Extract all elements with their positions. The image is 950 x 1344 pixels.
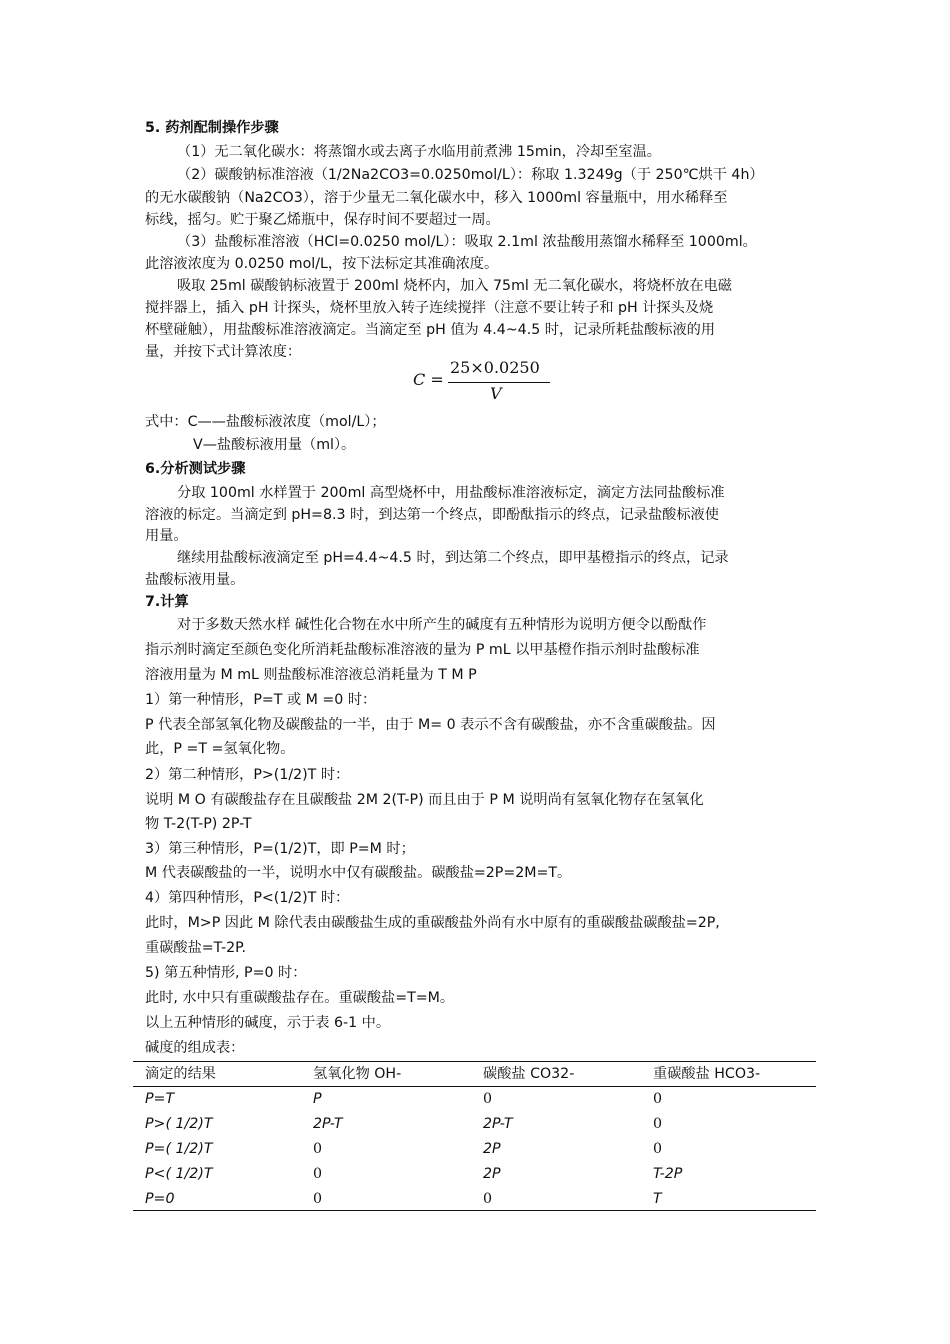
s5-item-1: （1）无二氧化碳水：将蒸馏水或去离子水临用前煮沸 15min，冷却至室温。 [177,144,661,160]
table-cell: 0 [313,1191,323,1207]
case-2-line-2: 物 T-2(T-P) 2P-T [145,816,252,832]
concentration-formula [410,356,550,404]
summary-line: 以上五种情形的碱度，示于表 6-1 中。 [145,1015,391,1031]
s6-p2-line-1: 继续用盐酸标液滴定至 pH=4.4~4.5 时，到达第二个终点，即甲基橙指示的终点，记录 [177,550,729,566]
case-1-line-2: 此，P =T =氢氧化物。 [145,741,295,757]
case-4-heading: 4）第四种情形，P<(1/2)T 时： [145,890,350,906]
case-2-heading: 2）第二种情形，P>(1/2)T 时： [145,767,350,783]
s5-para-line-4: 量，并按下式计算浓度： [145,344,302,360]
case-4-line-1: 此时，M>P 因此 M 除代表由碳酸盐生成的重碳酸盐外尚有水中原有的重碳酸盐碳酸盐=2P, [145,915,720,931]
case-3-heading: 3）第三种情形，P=(1/2)T，即 P=M 时； [145,841,415,857]
s5-where-line-2: V—盐酸标液用量（ml）。 [193,437,356,453]
table-header-rule [133,1086,816,1087]
table-caption: 碱度的组成表： [145,1040,245,1056]
section-5-title: 5. 药剂配制操作步骤 [145,120,279,136]
table-cell: 0 [483,1191,493,1207]
s5-item-3-line-2: 此溶液浓度为 0.0250 mol/L，按下法标定其准确浓度。 [145,256,499,272]
table-cell: 0 [653,1091,663,1107]
table-top-rule [133,1061,816,1062]
table-cell: P<( 1/2)T [145,1166,213,1182]
table-cell: 2P-T [313,1116,343,1132]
s5-para-line-2: 搅拌器上，插入 pH 计探头，烧杯里放入转子连续搅拌（注意不要让转子和 pH 计探头及烧 [145,300,714,316]
table-cell: T-2P [653,1166,683,1182]
table-cell: 0 [313,1141,323,1157]
s6-p2-line-2: 盐酸标液用量。 [145,572,245,588]
s5-item-2-line-2: 的无水碳酸钠（Na2CO3），溶于少量无二氧化碳水中，移入 1000ml 容量瓶中，用水稀释至 [145,190,728,206]
table-header-cell: 碳酸盐 CO32- [483,1066,575,1082]
table-cell: 0 [483,1091,493,1107]
table-cell: 0 [653,1116,663,1132]
s7-intro-line-3: 溶液用量为 M mL 则盐酸标准溶液总消耗量为 T M P [145,667,477,683]
s5-item-3-line-1: （3）盐酸标准溶液（HCl=0.0250 mol/L）：吸取 2.1ml 浓盐酸用蒸馏水稀释至 1000ml。 [177,234,757,250]
s5-item-2-line-3: 标线，摇匀。贮于聚乙烯瓶中，保存时间不要超过一周。 [145,212,500,228]
table-cell: P=( 1/2)T [145,1141,213,1157]
s6-p1-line-2: 溶液的标定。当滴定到 pH=8.3 时，到达第一个终点，即酚酞指示的终点，记录盐酸标液使 [145,507,719,523]
section-7-title: 7.计算 [145,594,189,610]
table-cell: 2P-T [483,1116,513,1132]
s5-para-line-3: 杯壁碰触），用盐酸标准溶液滴定。当滴定至 pH 值为 4.4~4.5 时，记录所耗盐酸标液的用 [145,322,716,338]
table-header-cell: 滴定的结果 [145,1066,216,1082]
case-1-heading: 1）第一种情形，P=T 或 M =0 时： [145,692,377,708]
case-4-line-2: 重碳酸盐=T-2P. [145,940,247,956]
formula-denominator: V [490,384,502,403]
table-cell: P=0 [145,1191,175,1207]
table-cell: T [653,1191,662,1207]
table-cell: P=T [145,1091,175,1107]
case-5-heading: 5) 第五种情形, P=0 时： [145,965,307,981]
formula-numerator: 25×0.0250 [450,358,540,377]
s6-p1-line-3: 用量。 [145,528,188,544]
table-cell: P>( 1/2)T [145,1116,213,1132]
table-cell: 2P [483,1166,501,1182]
table-bottom-rule [133,1210,816,1211]
s5-where-line-1: 式中：C——盐酸标液浓度（mol/L）； [145,414,386,430]
table-cell: P [313,1091,322,1107]
s5-item-2-line-1: （2）碳酸钠标准溶液（1/2Na2CO3=0.0250mol/L）：称取 1.3249g（于 250℃烘干 4h） [177,167,764,183]
table-cell: 0 [653,1141,663,1157]
s7-intro-line-2: 指示剂时滴定至颜色变化所消耗盐酸标准溶液的量为 P mL 以甲基橙作指示剂时盐酸标准 [145,642,700,658]
formula-lhs: C = [413,370,444,389]
s5-para-line-1: 吸取 25ml 碳酸钠标液置于 200ml 烧杯内，加入 75ml 无二氧化碳水，将烧杯放在电磁 [177,278,732,294]
formula-fraction-bar [448,382,550,383]
s7-intro-line-1: 对于多数天然水样 碱性化合物在水中所产生的碱度有五种情形为说明方便令以酚酞作 [177,617,707,633]
case-1-line-1: P 代表全部氢氧化物及碳酸盐的一半，由于 M= 0 表示不含有碳酸盐，亦不含重碳酸盐。因 [145,717,716,733]
case-5-line-1: 此时, 水中只有重碳酸盐存在。重碳酸盐=T=M。 [145,990,455,1006]
s6-p1-line-1: 分取 100ml 水样置于 200ml 高型烧杯中，用盐酸标准溶液标定，滴定方法同盐酸标准 [177,485,725,501]
table-cell: 2P [483,1141,501,1157]
table-cell: 0 [313,1166,323,1182]
section-6-title: 6.分析测试步骤 [145,461,246,477]
case-2-line-1: 说明 M O 有碳酸盐存在且碳酸盐 2M 2(T-P) 而且由于 P M 说明尚有氢氧化物存在氢氧化 [145,792,704,808]
table-header-cell: 重碳酸盐 HCO3- [653,1066,761,1082]
table-header-cell: 氢氧化物 OH- [313,1066,402,1082]
case-3-line-1: M 代表碳酸盐的一半，说明水中仅有碳酸盐。碳酸盐=2P=2M=T。 [145,865,572,881]
